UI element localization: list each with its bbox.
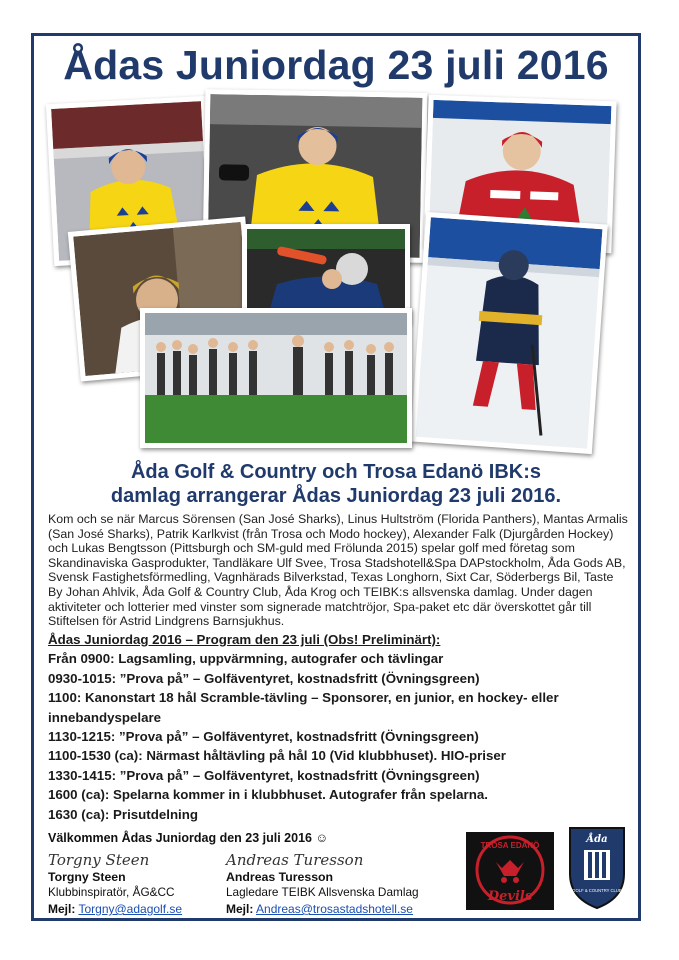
intro-paragraph: Kom och se när Marcus Sörensen (San José Sharks), Linus Hultström (Florida Panthers), Mantas Armalis (San José Sharks), Patrik Karlkvist (från Trosa och Modo hockey), Alexander Falk (Djurgården Hockey) och Lukas Bengtsson (Pittsburgh och SM-guld med Frölunda 2015) spelar golf med företag som Skandinaviska Gasprodukter, Tandläkare Ulf Svee, Trosa Stadshotell&Spa DAPstockholm, Åda Gods AB, Svensk Fastighetsförmedling, Vagnhärads Bilverkstad, Texas Longhorn, Sixt Car, Söderbergs Bil, Taste By Johan Ahlvik, Åda Golf & Country Club, Åda Krog och TEIBK:s allsvenska damlag. Under dagen aktiviteter och lotterier med vinster som signerade matchtröjor, Spa-paket etc där överskottet går till Stiftelsen för Astrid Lindgrens Barnsjukhus. — [48, 512, 628, 629]
trosa-logo-top-text: TROSA EDANÖ — [480, 841, 540, 850]
program-item: Från 0900: Lagsamling, uppvärmning, autografer och tävlingar — [48, 651, 444, 667]
ada-logo-bottom-text: GOLF & COUNTRY CLUB — [572, 888, 622, 893]
program-heading: Ådas Juniordag 2016 – Program den 23 juli (Obs! Preliminärt): — [48, 632, 441, 647]
email-link-torgny[interactable]: Torgny@adagolf.se — [78, 902, 183, 916]
ada-logo-top-text: Åda — [586, 834, 608, 845]
welcome-text: Välkommen Ådas Juniordag den 23 juli 2016 ☺ — [48, 831, 329, 845]
contact-mail-andreas — [226, 902, 413, 916]
contact-role-torgny: Klubbinspiratör, ÅG&CC — [48, 885, 175, 899]
player-djurgarden-image — [416, 217, 603, 448]
program-item: 1100: Kanonstart 18 hål Scramble-tävling – Sponsorer, en junior, en hockey- eller — [48, 690, 559, 706]
trosa-edano-devils-logo — [466, 832, 554, 910]
photo-player-djurgarden — [410, 212, 608, 454]
subtitle-line-2: damlag arrangerar Ådas Juniordag 23 juli 2016. — [110, 485, 562, 507]
photo-group-golf — [140, 308, 412, 448]
signature-andreas: Andreas Turesson — [226, 851, 364, 869]
program-item: 1630 (ca): Prisutdelning — [48, 806, 198, 822]
program-item: innebandyspelare — [48, 709, 162, 725]
contact-role-andreas: Lagledare TEIBK Allsvenska Damlag — [226, 885, 419, 899]
ada-golf-country-club-logo — [564, 824, 630, 910]
program-item: 1100-1530 (ca): Närmast håltävling på hål 10 (Vid klubbhuset). HIO-priser — [48, 748, 506, 764]
program-item: 1130-1215: ”Prova på” – Golfäventyret, kostnadsfritt (Övningsgreen) — [48, 729, 479, 745]
trosa-logo-bottom-text: Devils — [487, 889, 533, 904]
group-golf-image — [145, 313, 407, 443]
mail-label: Mejl: — [226, 902, 254, 916]
program-item: 0930-1015: ”Prova på” – Golfäventyret, kostnadsfritt (Övningsgreen) — [48, 670, 480, 686]
signature-torgny: Torgny Steen — [48, 851, 150, 869]
program-item: 1330-1415: ”Prova på” – Golfäventyret, kostnadsfritt (Övningsgreen) — [48, 767, 480, 783]
email-link-andreas[interactable]: Andreas@trosastadshotell.se — [256, 902, 413, 916]
contact-name-torgny: Torgny Steen — [48, 870, 126, 884]
poster-frame — [31, 33, 641, 921]
contact-name-andreas: Andreas Turesson — [226, 870, 334, 884]
contact-mail-torgny — [48, 902, 182, 916]
mail-label: Mejl: — [48, 902, 76, 916]
program-section — [48, 630, 633, 824]
poster-title: Ådas Juniordag 23 juli 2016 — [63, 42, 609, 88]
goalie-drinking-image — [247, 229, 405, 319]
subtitle-line-1: Åda Golf & Country och Trosa Edanö IBK:s — [130, 461, 542, 483]
program-item: 1600 (ca): Spelarna kommer in i klubbhuset. Autografer från spelarna. — [48, 787, 488, 803]
